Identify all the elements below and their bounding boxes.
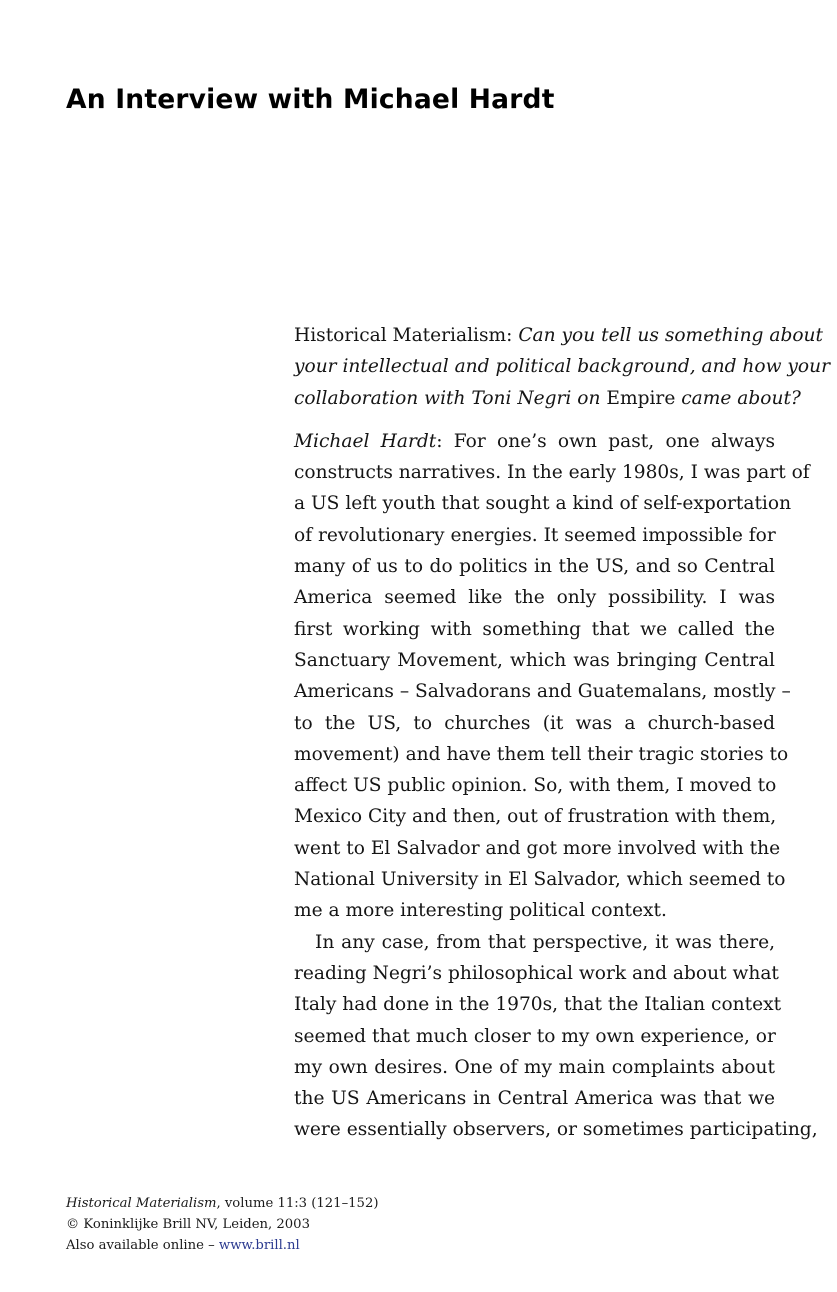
answer-text: : For one’s own past, one always — [436, 430, 775, 452]
answer-line: movement) and have them tell their tragic stories to — [294, 743, 789, 765]
answer-line: many of us to do politics in the US, and so Central — [294, 556, 775, 578]
journal-name: Historical Materialism — [66, 1196, 217, 1211]
answer-line: a US left youth that sought a kind of self-exportation — [294, 493, 792, 515]
question-text: Can you tell us something about — [518, 325, 824, 346]
interviewer-label: Historical Materialism: — [294, 325, 519, 346]
page-title: An Interview with Michael Hardt — [66, 84, 555, 115]
question-text: your intellectual and political background, and how your — [294, 356, 830, 378]
journal-citation — [66, 1193, 379, 1214]
book-title: Empire — [606, 387, 676, 409]
question-line — [294, 320, 824, 351]
answer-line: went to El Salvador and got more involved with the — [294, 837, 781, 859]
answer-line: seemed that much closer to my own experience, or — [294, 1025, 776, 1047]
copyright-notice: © Koninklijke Brill NV, Leiden, 2003 — [66, 1217, 310, 1232]
interview-body — [294, 320, 830, 1146]
answer-line — [294, 426, 775, 457]
answer-line: America seemed like the only possibility. I was — [294, 587, 775, 609]
respondent-label: Michael Hardt — [294, 430, 437, 452]
answer-line: Sanctuary Movement, which was bringing Central — [294, 649, 775, 671]
answer-line: of revolutionary energies. It seemed impossible for — [294, 524, 776, 546]
answer-line: the US Americans in Central America was that we — [294, 1088, 775, 1110]
answer-line: Italy had done in the 1970s, that the Italian context — [294, 994, 782, 1016]
answer-paragraph-2 — [294, 927, 818, 1146]
citation-footer — [66, 1193, 379, 1256]
answer-paragraph-1 — [294, 426, 810, 927]
question-text: came about? — [675, 387, 801, 409]
question-paragraph — [294, 320, 830, 414]
online-availability — [66, 1235, 379, 1256]
answer-line: reading Negri’s philosophical work and about what — [294, 962, 779, 984]
answer-line: Mexico City and then, out of frustration with them, — [294, 806, 777, 828]
volume-info: , volume 11:3 (121–152) — [216, 1196, 379, 1211]
answer-line: affect US public opinion. So, with them, I moved to — [294, 775, 777, 797]
online-label: Also available online – — [66, 1238, 219, 1253]
question-text: collaboration with Toni Negri on — [294, 387, 607, 409]
answer-line: me a more interesting political context. — [294, 900, 667, 922]
answer-line: constructs narratives. In the early 1980s, I was part of — [294, 462, 810, 484]
answer-line: to the US, to churches (it was a church-based — [294, 712, 775, 734]
paragraph-spacer — [294, 414, 775, 426]
answer-line: first working with something that we called the — [294, 618, 775, 640]
answer-line: were essentially observers, or sometimes participating, — [294, 1119, 818, 1141]
answer-line: National University in El Salvador, which seemed to — [294, 869, 786, 891]
answer-line: my own desires. One of my main complaints about — [294, 1056, 775, 1078]
answer-line: In any case, from that perspective, it was there, — [315, 931, 775, 953]
question-line — [294, 351, 830, 382]
publisher-link[interactable]: www.brill.nl — [218, 1238, 300, 1253]
answer-line: Americans – Salvadorans and Guatemalans, mostly – — [294, 681, 791, 703]
question-line — [294, 383, 801, 414]
